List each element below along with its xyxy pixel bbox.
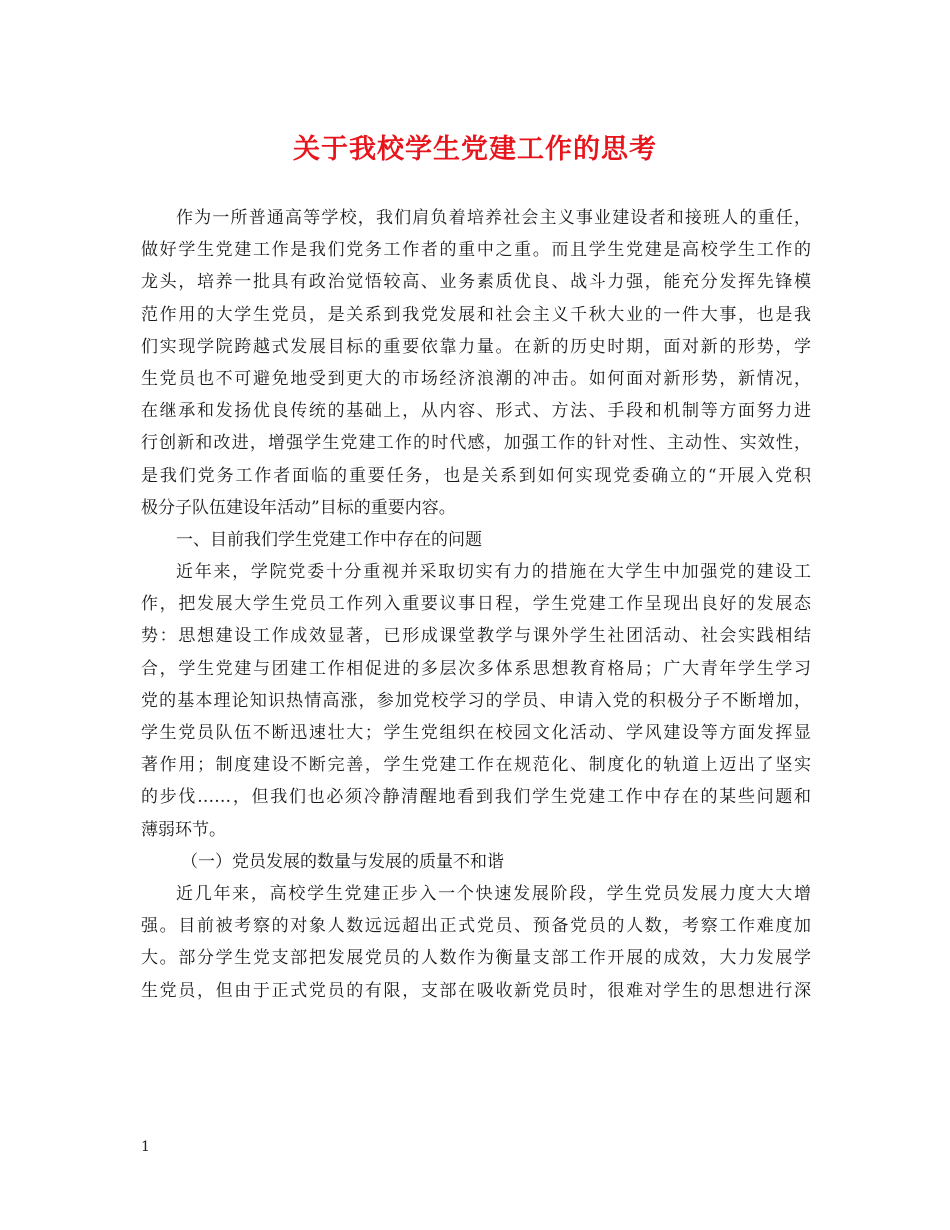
paragraph-line: 党的基本理论知识热情高涨，参加党校学习的学员、申请入党的积极分子不断增加，: [141, 690, 811, 711]
paragraph-line: 作，把发展大学生党员工作列入重要议事日程，学生党建工作呈现出良好的发展态: [141, 594, 811, 615]
paragraph-line: 极分子队伍建设年活动”目标的重要内容。: [141, 497, 456, 518]
paragraph-line: 行创新和改进，增强学生党建工作的时代感，加强工作的针对性、主动性、实效性，: [141, 433, 811, 454]
page-number: 1: [141, 1139, 150, 1155]
paragraph-line: 生党员也不可避免地受到更大的市场经济浪潮的冲击。如何面对新形势，新情况，: [141, 368, 811, 389]
paragraph-line: 范作用的大学生党员，是关系到我党发展和社会主义千秋大业的一件大事，也是我: [141, 304, 811, 325]
paragraph-line: 著作用；制度建设不断完善，学生党建工作在规范化、制度化的轨道上迈出了坚实: [141, 755, 811, 776]
paragraph-line: 龙头，培养一批具有政治觉悟较高、业务素质优良、战斗力强，能充分发挥先锋模: [141, 272, 811, 293]
document-body: [141, 202, 811, 1007]
paragraph-line: 作为一所普通高等学校，我们肩负着培养社会主义事业建设者和接班人的重任，: [176, 208, 811, 228]
paragraph-line: 的步伐……，但我们也必须冷静清醒地看到我们学生党建工作中存在的某些问题和: [141, 787, 811, 808]
paragraph-line: 做好学生党建工作是我们党务工作者的重中之重。而且学生党建是高校学生工作的: [141, 240, 811, 261]
paragraph-line: 薄弱环节。: [141, 819, 226, 840]
subsection-heading: （一）党员发展的数量与发展的质量不和谐: [181, 851, 504, 872]
paragraph-line: 学生党员队伍不断迅速壮大；学生党组织在校园文化活动、学风建设等方面发挥显: [141, 723, 811, 743]
paragraph-line: 大。部分学生党支部把发展党员的人数作为衡量支部工作开展的成效，大力发展学: [141, 948, 811, 969]
section-heading: 一、目前我们学生党建工作中存在的问题: [176, 529, 482, 550]
paragraph-line: 合，学生党建与团建工作相促进的多层次多体系思想教育格局；广大青年学生学习: [141, 658, 811, 679]
paragraph-line: 们实现学院跨越式发展目标的重要依靠力量。在新的历史时期，面对新的形势，学: [141, 336, 811, 357]
paragraph-line: 势：思想建设工作成效显著，已形成课堂教学与课外学生社团活动、社会实践相结: [141, 626, 811, 647]
paragraph-line: 近几年来，高校学生党建正步入一个快速发展阶段，学生党员发展力度大大增: [176, 883, 811, 904]
document-title: 关于我校学生党建工作的思考: [293, 134, 657, 165]
paragraph-line: 强。目前被考察的对象人数远远超出正式党员、预备党员的人数，考察工作难度加: [141, 916, 811, 937]
paragraph-line: 生党员，但由于正式党员的有限，支部在吸收新党员时，很难对学生的思想进行深: [141, 980, 811, 1001]
paragraph-line: 是我们党务工作者面临的重要任务，也是关系到如何实现党委确立的“开展入党积: [141, 465, 811, 486]
paragraph-line: 在继承和发扬优良传统的基础上，从内容、形式、方法、手段和机制等方面努力进: [141, 401, 811, 422]
paragraph-line: 近年来，学院党委十分重视并采取切实有力的措施在大学生中加强党的建设工: [176, 562, 811, 583]
